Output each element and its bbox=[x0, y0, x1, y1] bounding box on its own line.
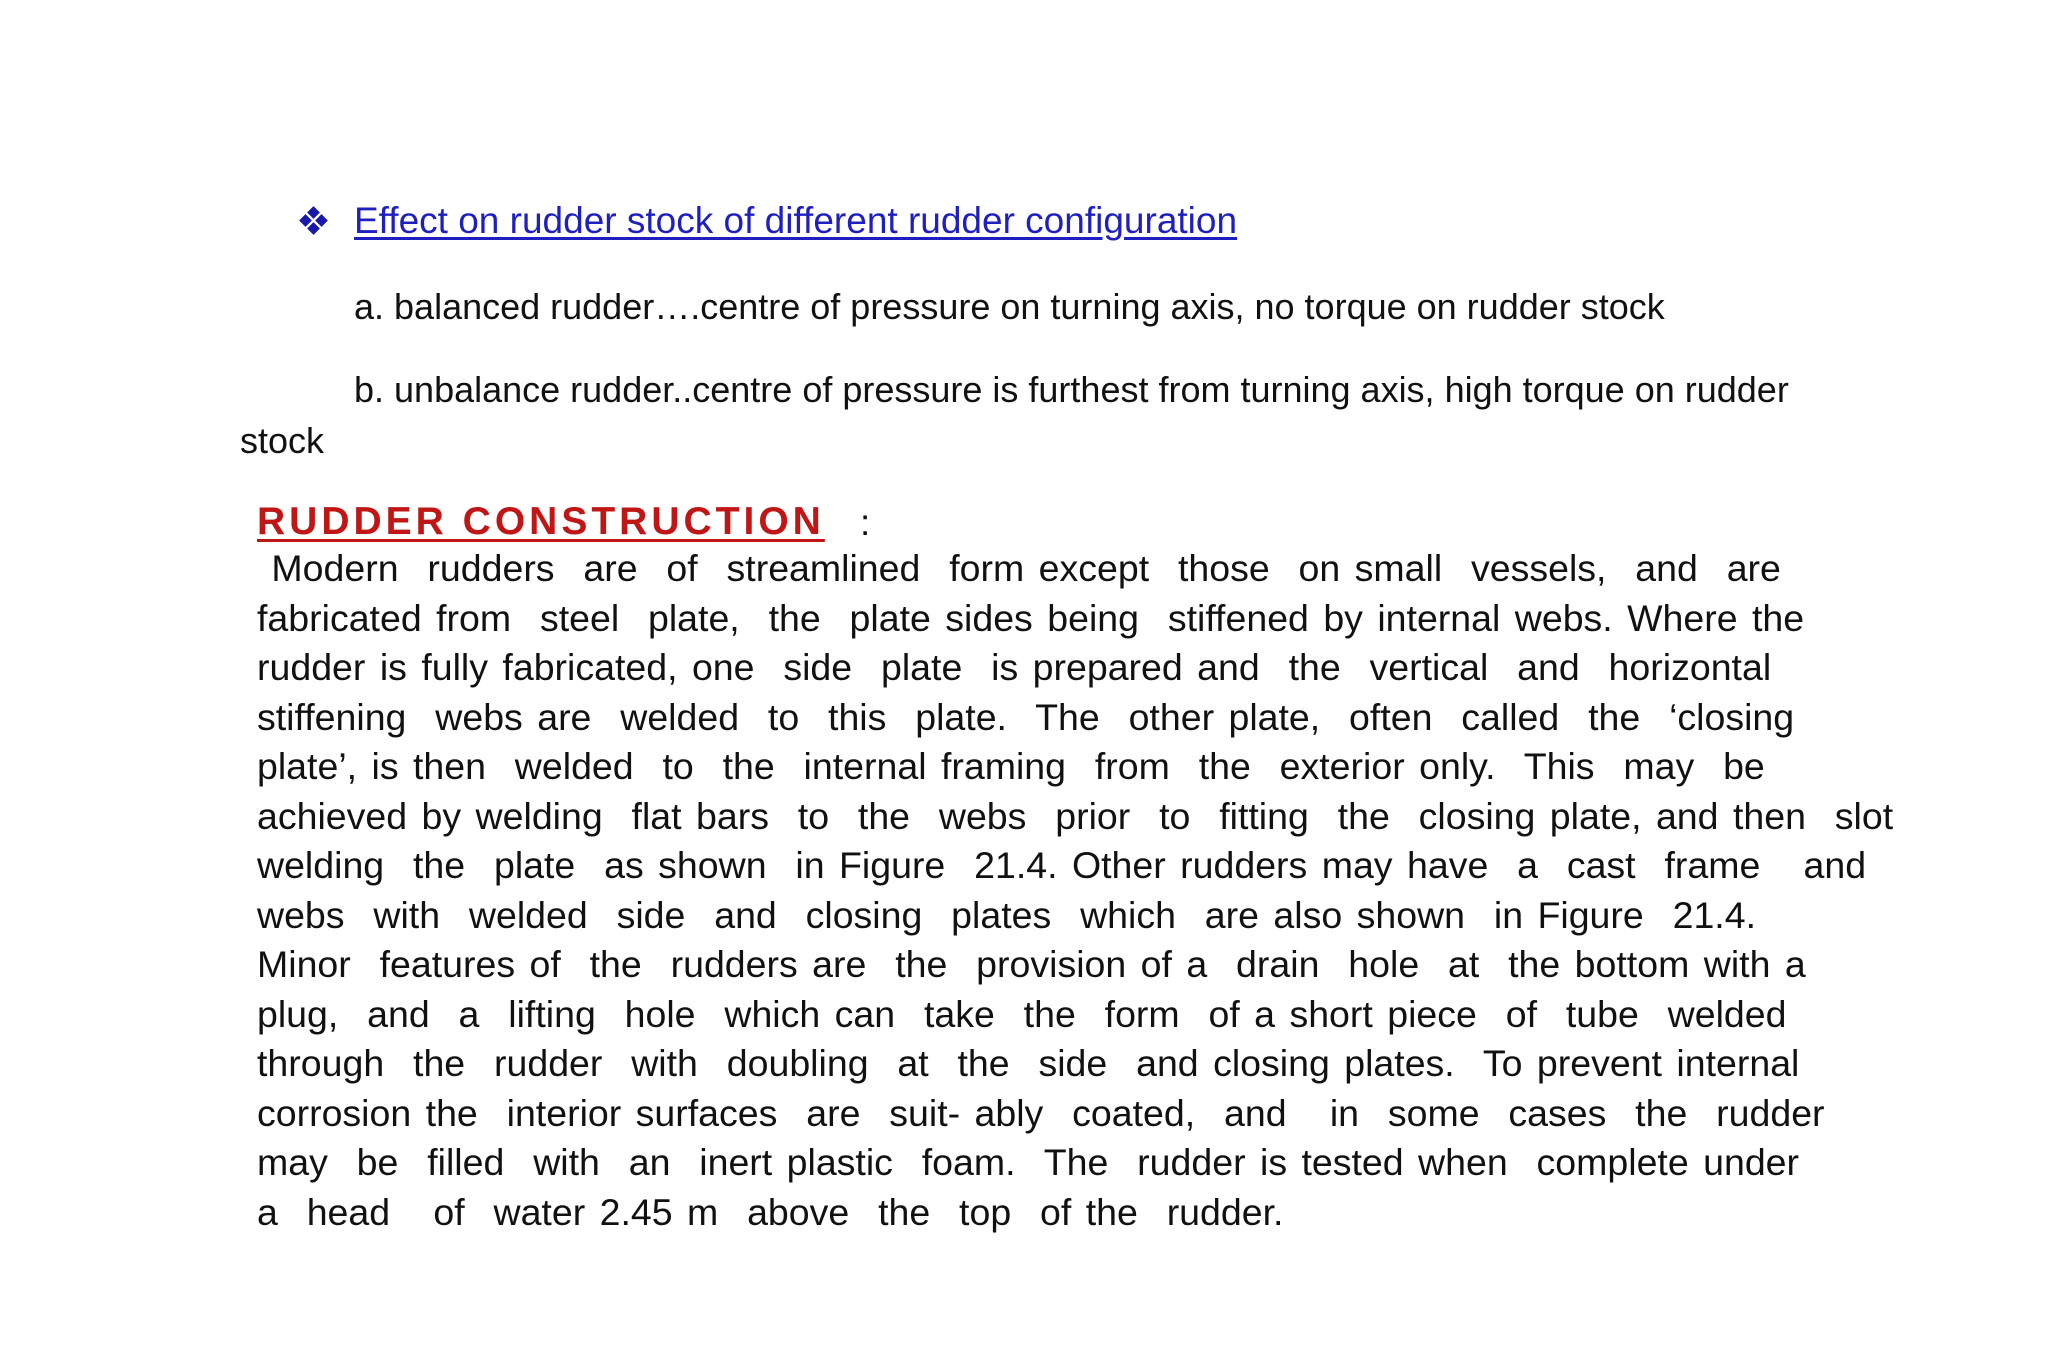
list-item-balanced-rudder: a. balanced rudder….centre of pressure on turning axis, no torque on rudder stock bbox=[354, 286, 1665, 327]
body-line: Minor features of the rudders are the provision of a drain hole at the bottom with a bbox=[257, 943, 1806, 985]
diamond-bullet-icon bbox=[300, 207, 328, 235]
body-line: Modern rudders are of streamlined form except those on small vessels, and are bbox=[257, 547, 1781, 589]
body-line: rudder is fully fabricated, one side plate is prepared and the vertical and horizontal bbox=[257, 646, 1772, 688]
body-line: a head of water 2.45 m above the top of the rudder. bbox=[257, 1190, 1284, 1233]
body-line: webs with welded side and closing plates which are also shown in Figure 21.4. bbox=[257, 893, 1757, 936]
section-title: RUDDER CONSTRUCTION bbox=[257, 500, 825, 543]
body-line: achieved by welding flat bars to the webs prior to fitting the closing plate, and then slot bbox=[257, 794, 1894, 837]
section-body bbox=[257, 544, 1894, 1237]
list-item-unbalanced-rudder-continued: stock bbox=[240, 420, 325, 461]
section-title-colon: : bbox=[860, 502, 871, 543]
body-line: fabricated from steel plate, the plate sides being stiffened by internal webs. Where the bbox=[257, 596, 1805, 639]
body-line: may be filled with an inert plastic foam. The rudder is tested when complete under bbox=[257, 1141, 1800, 1183]
list-item-unbalanced-rudder: b. unbalance rudder..centre of pressure is furthest from turning axis, high torque on rudder bbox=[354, 369, 1789, 410]
body-line: welding the plate as shown in Figure 21.4. Other rudders may have a cast frame and bbox=[257, 844, 1867, 886]
body-line: stiffening webs are welded to this plate. The other plate, often called the ‘closing bbox=[257, 695, 1795, 738]
body-line: plug, and a lifting hole which can take the form of a short piece of tube welded bbox=[257, 992, 1787, 1035]
body-line: corrosion the interior surfaces are suit- ably coated, and in some cases the rudder bbox=[257, 1091, 1825, 1134]
bullet-heading-link[interactable]: Effect on rudder stock of different rudder configuration bbox=[354, 200, 1238, 241]
body-line: through the rudder with doubling at the side and closing plates. To prevent internal bbox=[257, 1042, 1800, 1084]
bullet-heading-row bbox=[300, 200, 1237, 242]
body-line: plate’, is then welded to the internal framing from the exterior only. This may be bbox=[257, 745, 1765, 787]
